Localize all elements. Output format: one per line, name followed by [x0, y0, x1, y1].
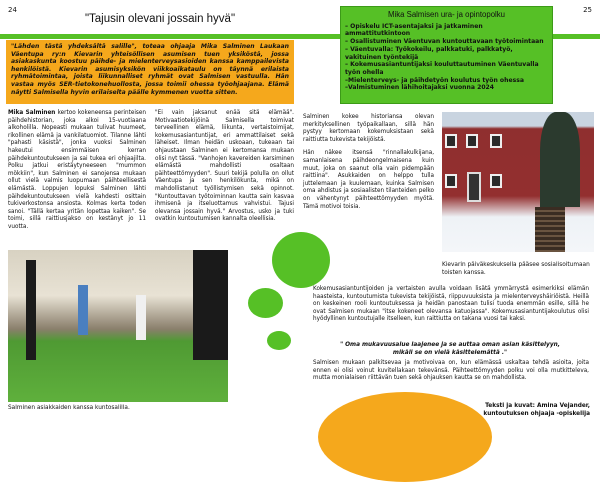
- house-photo-caption: Kievarin päiväkeskuksella pääsee sosialisoitumaan toisten kanssa.: [442, 262, 590, 276]
- page-number-left: 24: [8, 6, 17, 14]
- body-text: kertoo kokeneensa perinteisen päihdehistorian, joka alkoi 15-vuotiaana alkoholilla. Nopeasti mukaan tulivat huumeet, rikollinen elämä ja vankilatuomiot. Tilanne lähti "pahasti käsistä", jonka vuoksi Salminen hakeutui ensimmäisen kerran päihdekuntoutukseen ja sai tukea eri ohjaajilta. Polku jatkui eristäytyneeseen "mummon mökkiin", kun Salminen ei sanojensa mukaan ollut vielä valmis luopumaan päihteellisestä elämästä. Loppujen lopuksi Salminen lähti päihdekuntoutukseen vielä kahdesti osittain tukiverkostonsa ansiosta. Kolmas kerta toden sanoi. "Tällä kertaa yritän lopettaa kaiken". Se toimi, sillä raittiusjakso on kestänyt jo 11 vuotta.: [8, 110, 146, 230]
- window: [445, 174, 457, 188]
- window: [490, 174, 502, 188]
- career-path-box: [340, 6, 553, 104]
- legs-foreground: [193, 250, 228, 360]
- tree: [540, 112, 580, 207]
- window: [490, 134, 502, 148]
- career-item: – Opiskelu ICT-asentajaksi ja jatkaminen ammattitutkintoon: [345, 22, 483, 38]
- career-item: –Mielenterveys- ja päihdetyön koulutus työn ohessa: [345, 76, 524, 84]
- subject-name: Mika Salminen: [8, 110, 56, 116]
- career-item: – Osallistuminen Väentuvan kuntouttavaan työtoimintaan: [345, 38, 544, 46]
- stairs: [535, 207, 565, 252]
- window: [466, 134, 478, 148]
- body-paragraph: Hän näkee itsensä "rinnallakulkijana, samanlaisena päihdeongelmaisena kuin muut, joka on saanut olla vain pidempään raittiina". Asukkaiden on helppo tulla juttelemaan ja kuulemaan, kuinka Salmisen oma ahdistus ja sosiaalisten tilanteiden pelko on vähentynyt päihteettömyyden myötä. Tämä motivoi toisia.: [303, 150, 434, 210]
- gym-rack: [26, 260, 36, 360]
- decorative-circle: [267, 331, 291, 350]
- body-paragraph: Salminen kokee historiansa olevan merkityksellinen työpaikallaan, sillä hän pystyy kertomaan kokemuksistaan sekä raittiutta tukevista tekijöistä.: [303, 114, 434, 143]
- credit-line: kuntoutuksen ohjaaja -opiskelija: [483, 410, 590, 417]
- window: [445, 134, 457, 148]
- body-column-2: "Ei vain jaksanut enää sitä elämää". Motivaatiotekijöinä Salmisella toimivat terveellinen elämä, liikunta, vertaistoimijat, kokemusasiantuntijat, eri ammattilaiset sekä läheiset. Ilman heidän uskoaan, tukeaan tai ohjaustaan Salminen ei kertomansa mukaan olisi nyt tässä. "Vanhojen kavereiden karsiminen elämästä mahdollisti osaltaan päihteettömyyden". Suuri tekijä polulla on ollut Väentupa ja sen henkilökunta, mikä on mahdollistanut työllistymisen sekä opinnot. "Kuntouttavan työtoiminnan kautta sain kasvaa ihmisenä ja itseluottamus vahvistui. Tajusi olevansa jossain hyvä." Arvostus, usko ja tuki ovatkin kuntoutumisen kannalta oleellisia.: [155, 110, 294, 223]
- career-item: – Väentuvalla: Työkokeilu, palkkatuki, palkkatyö, vakituinen työntekijä: [345, 45, 513, 61]
- decorative-orange-semicircle: [318, 392, 492, 482]
- body-paragraph-5: Salmisen mukaan palkitsevaa ja motivoivaa on, kun elämässä uskaltaa tehdä asioita, joita ennen ei olisi voinut kuvitellakaan tekevänsä. Päihteettömyyden polku voi olla mutkitteleva, mutta monialaisen riittävän tuen sekä ohjauksen kautta se on mahdollista.: [313, 360, 589, 382]
- career-item: – Kokemusasiantuntijaksi kouluttautuminen Väentuvalla työn ohella: [345, 61, 539, 76]
- article-title: "Tajusin olevani jossain hyvä": [84, 13, 236, 25]
- body-column-1: [8, 110, 146, 232]
- door: [467, 172, 481, 202]
- credit-line: Teksti ja kuvat: Amina Vejander,: [485, 403, 590, 409]
- decorative-circle: [272, 232, 330, 288]
- body-column-3: [303, 114, 434, 211]
- lead-paragraph: "Lähden tästä yhdeksältä salille", toteaa ohjaaja Mika Salminen Laukaan Väentupa ry:n Kievarin yhteisöllisen asumisen tuen yksiköstä, jossa asiakaskunta koostuu päihde- ja mielenterveysasioiden kanssa kamppailevista henkilöistä. Kievarin asumisyksikön viikkoaikataulu on täynnä erilaista ryhmätoimintaa, joista liikunnalliset ryhmät ovat Salmisen vastuulla. Hän vastaa myös SER-tietokonehuollosta, jossa toimii ohessa työohjaajana. Elämä näytti Salmisella hyvin erilaiselta päälle kymmenen vuotta sitten.: [6, 40, 294, 104]
- gym-photo: [8, 250, 228, 402]
- credits: [483, 403, 590, 418]
- page-number-right: 25: [583, 6, 592, 14]
- person-figure: [78, 285, 88, 335]
- career-item: –Valmistuminen lähihoitajaksi vuonna 2024: [345, 84, 495, 92]
- pull-quote: " Oma mukavuusalue laajenee ja se auttaa oman asian käsittelyyn, mikäli se on vielä käsittelemättä .": [340, 342, 560, 356]
- decorative-circle: [248, 288, 283, 318]
- person-figure: [136, 295, 146, 340]
- gym-photo-caption: Salminen asiakkaiden kanssa kuntosalilla.: [8, 405, 130, 411]
- body-paragraph-4: Kokemusasiantuntijoiden ja vertaisten avulla voidaan lisätä ymmärrystä esimerkiksi elämän haasteista, kuntoutumista tukevista tekijöistä, riippuvuuksista ja mielenterveyshäiriöistä. Heillä on keskeinen rooli kuntoutuksessa ja heidän panostaan tulisi tuoda enemmän esille, sillä he ovat Salmisen mukaan "itse kokeneet olevansa katuojassa". Kokemusasiantuntijakoulutus olisi hyödyllinen kuntoutujalle itselleen, kun raittiutta on takana vuosi tai kaksi.: [313, 286, 589, 323]
- house-photo: [442, 112, 594, 252]
- career-path-title: Mika Salmisen ura- ja opintopolku: [387, 10, 505, 19]
